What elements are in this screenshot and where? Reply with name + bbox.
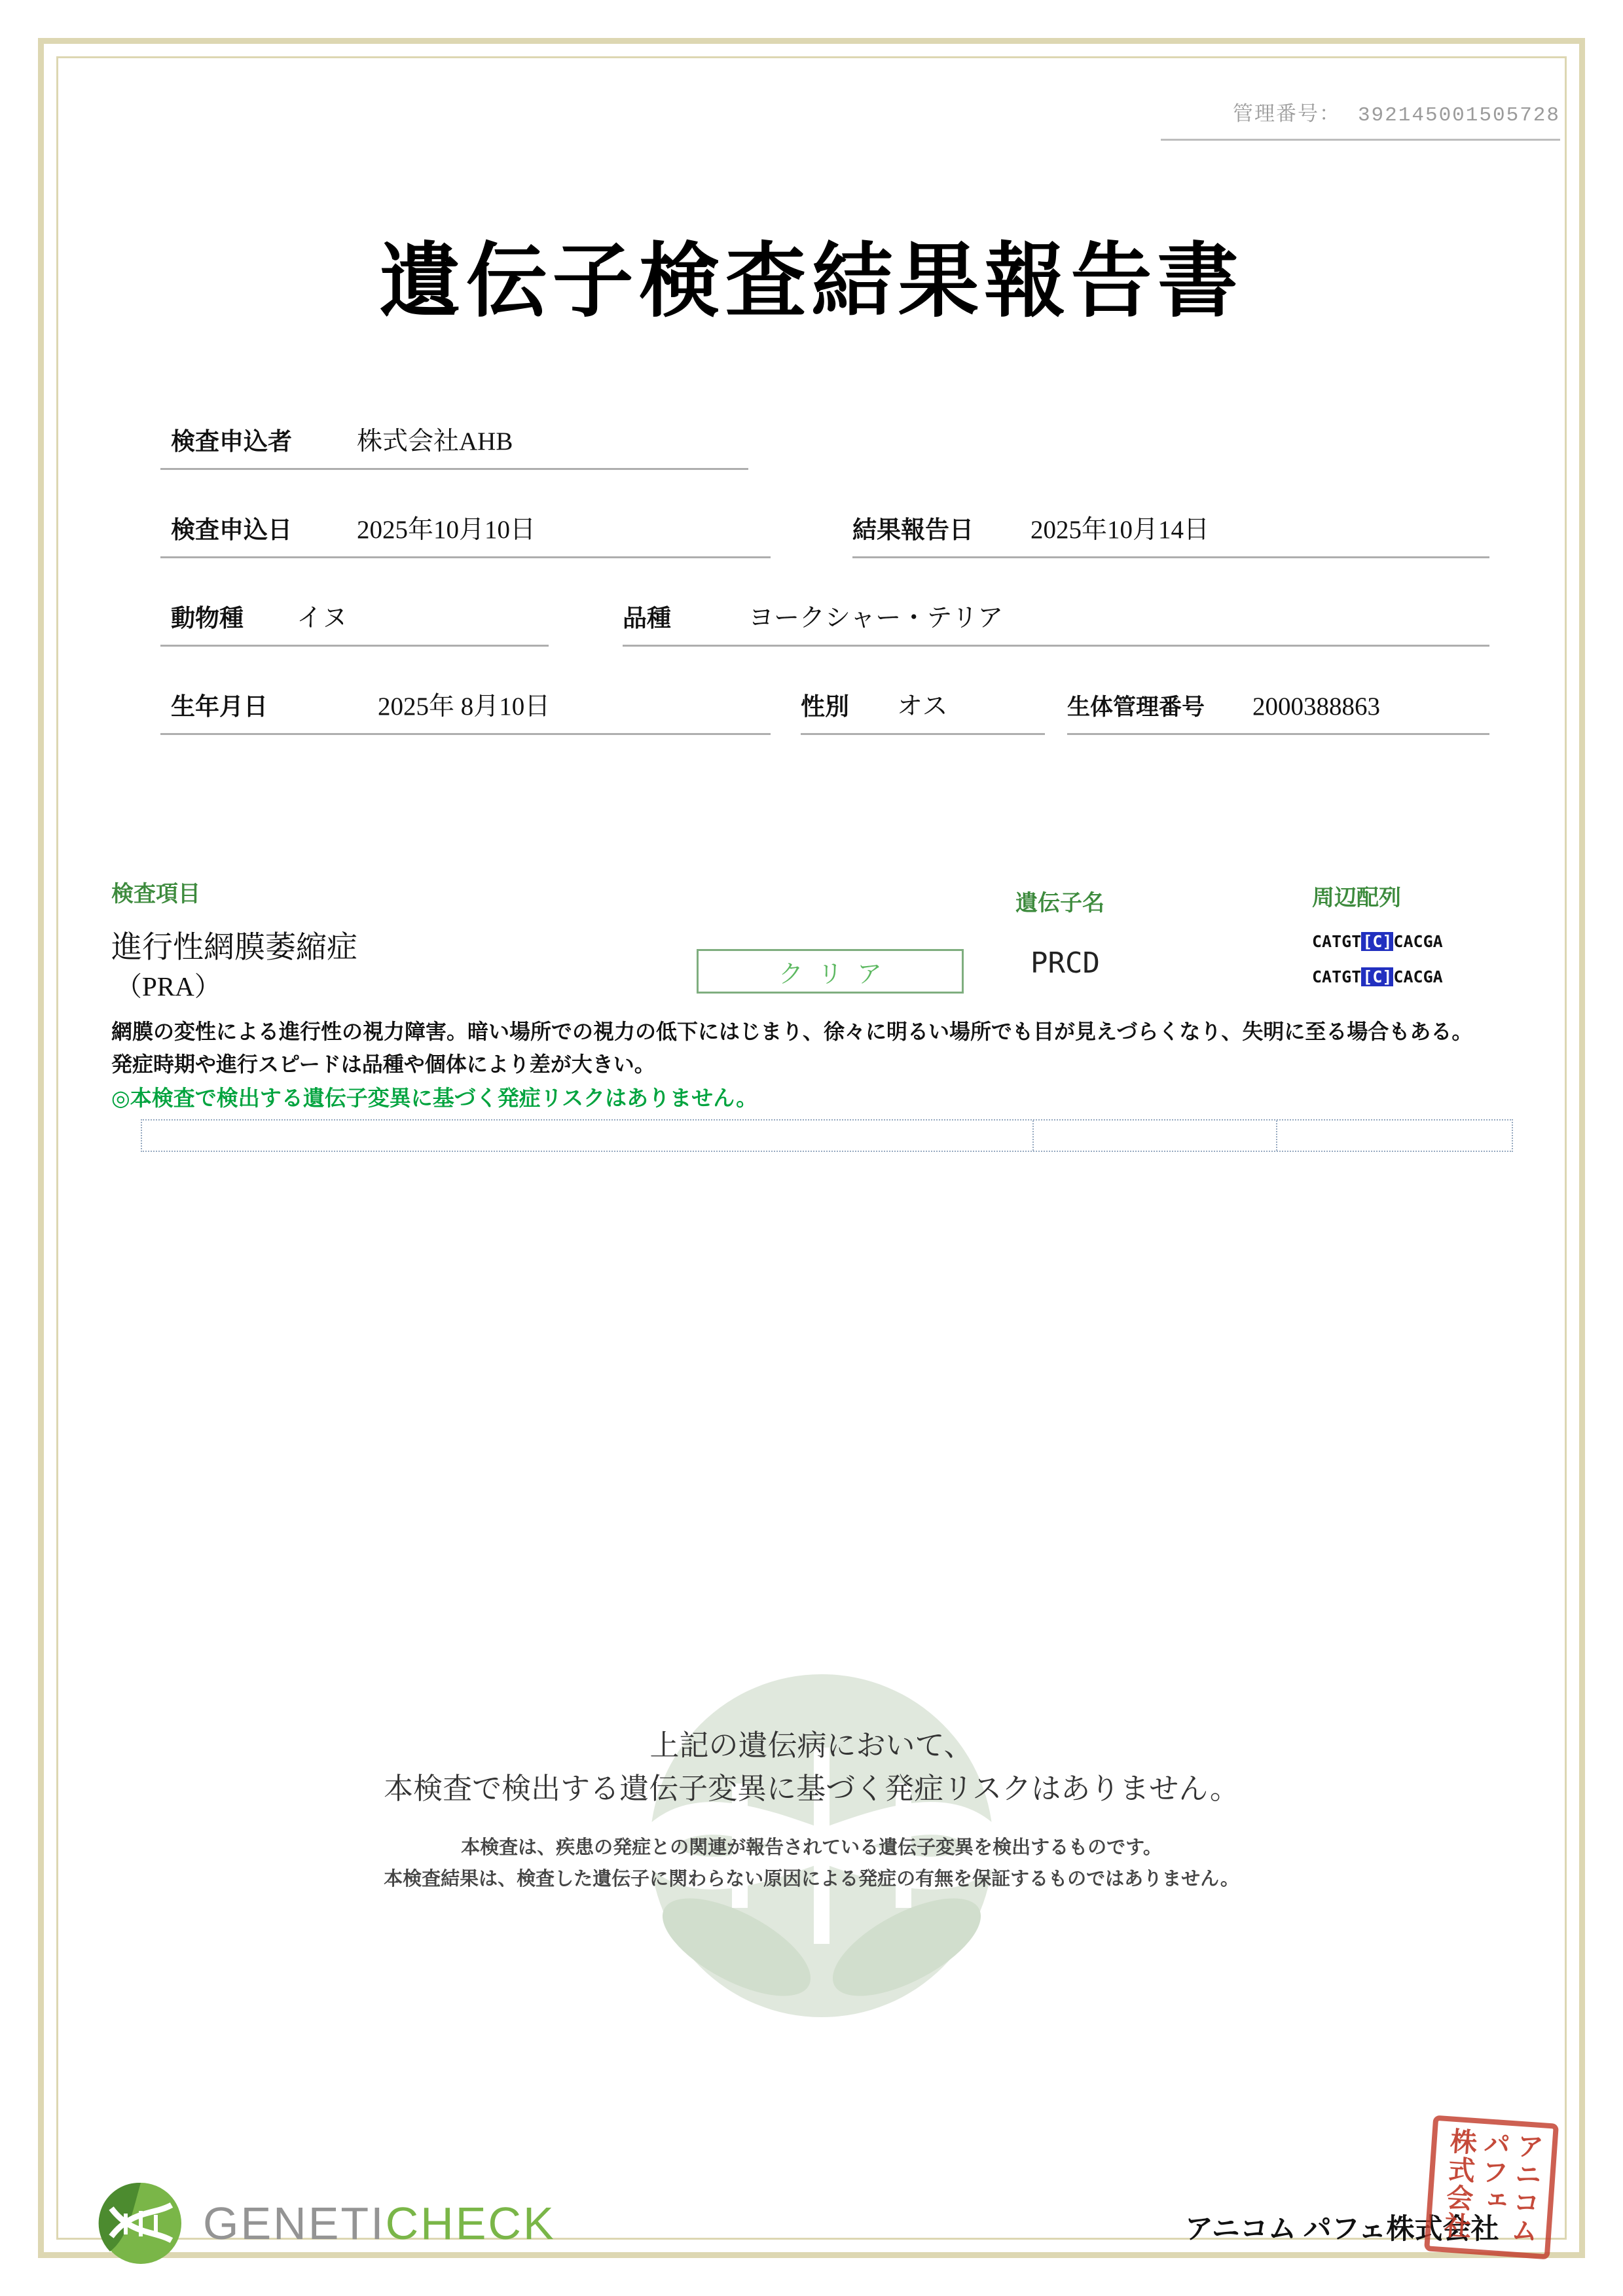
- breed-value: ヨークシャー・テリア: [748, 604, 1004, 632]
- sex-label: 性別: [801, 694, 849, 721]
- sex-value: オス: [897, 692, 948, 721]
- gene-name-header: 遺伝子名: [1015, 891, 1104, 916]
- summary-note2: 本検査結果は、検査した遺伝子に関わらない原因による発症の有無を保証するものではありません。: [384, 1869, 1239, 1890]
- sequence2-suffix: CACGA: [1393, 967, 1443, 986]
- sequence2-prefix: CATGT: [1312, 967, 1362, 986]
- company-name: アニコム パフェ株式会社: [1185, 2214, 1499, 2245]
- gene-name-value: PRCD: [1030, 946, 1100, 980]
- animal-id-value: 2000388863: [1252, 692, 1380, 721]
- sequence-header: 周辺配列: [1312, 886, 1401, 910]
- sequence-allele-1: [1312, 932, 1443, 951]
- field-report-date: [852, 515, 1489, 558]
- applicant-label: 検査申込者: [171, 429, 292, 456]
- management-number-value: 392145001505728: [1357, 104, 1560, 127]
- birth-date-value: 2025年 8月10日: [378, 692, 551, 721]
- sequence2-variant: [C]: [1362, 967, 1393, 986]
- test-result-value: クリア: [778, 960, 896, 988]
- field-birth-date: [160, 692, 771, 735]
- breed-label: 品種: [623, 605, 671, 632]
- applicant-value: 株式会社AHB: [357, 427, 513, 456]
- management-number-label: 管理番号：: [1232, 104, 1341, 127]
- summary-note1: 本検査は、疾患の発症との関連が報告されている遺伝子変異を検出するものです。: [461, 1837, 1162, 1858]
- table-divider-2: [1276, 1121, 1277, 1151]
- test-item-header: 検査項目: [111, 882, 200, 906]
- field-animal-id: [1067, 692, 1489, 735]
- disease-description-line1: 網膜の変性による進行性の視力障害。暗い場所での視力の低下にはじまり、徐々に明るい場所でも目が見えづらくなり、失明に至る場合もある。: [111, 1020, 1473, 1043]
- sequence1-prefix: CATGT: [1312, 932, 1362, 951]
- sequence1-variant: [C]: [1362, 932, 1393, 951]
- report-title: 遺伝子検査結果報告書: [379, 237, 1244, 327]
- summary-line2: 本検査で検出する遺伝子変異に基づく発症リスクはありません。: [384, 1772, 1239, 1805]
- logo-text-geneti: GENETI: [203, 2198, 386, 2249]
- geneticheck-logo-icon: [92, 2174, 190, 2272]
- field-breed: [623, 603, 1489, 647]
- disease-description-line2: 発症時期や進行スピードは品種や個体により差が大きい。: [111, 1052, 655, 1076]
- empty-result-table: [141, 1119, 1513, 1152]
- report-date-label: 結果報告日: [852, 517, 974, 544]
- summary-line1: 上記の遺伝病において、: [649, 1729, 974, 1762]
- sequence-allele-2: [1312, 967, 1443, 986]
- company-seal-stamp: [1424, 2115, 1559, 2260]
- seal-column-3: 株式会社: [1439, 2126, 1478, 2241]
- species-value: イヌ: [297, 604, 348, 632]
- birth-date-label: 生年月日: [171, 694, 268, 721]
- species-label: 動物種: [171, 605, 244, 632]
- report-date-value: 2025年10月14日: [1030, 516, 1210, 544]
- apply-date-label: 検査申込日: [171, 517, 292, 544]
- disease-abbreviation: （PRA）: [115, 971, 221, 1001]
- test-result-box: [697, 949, 964, 994]
- animal-id-label: 生体管理番号: [1067, 694, 1205, 720]
- field-applicant: [160, 427, 748, 470]
- sequence1-suffix: CACGA: [1393, 932, 1443, 951]
- disease-name: 進行性網膜萎縮症: [111, 931, 357, 965]
- geneticheck-logo: [92, 2174, 556, 2272]
- table-divider-1: [1032, 1121, 1034, 1151]
- seal-column-1: アニコム: [1506, 2131, 1544, 2246]
- risk-note: ◎本検査で検出する遺伝子変異に基づく発症リスクはありません。: [111, 1087, 758, 1111]
- management-number: [1161, 97, 1560, 141]
- geneticheck-logo-text: [203, 2197, 556, 2250]
- field-sex: [801, 692, 1045, 735]
- field-species: [160, 603, 549, 647]
- seal-column-2: パフェ: [1474, 2128, 1511, 2215]
- apply-date-value: 2025年10月10日: [357, 516, 536, 544]
- field-apply-date: [160, 515, 771, 558]
- logo-text-check: CHECK: [385, 2198, 556, 2249]
- disease-description: [111, 1016, 1558, 1081]
